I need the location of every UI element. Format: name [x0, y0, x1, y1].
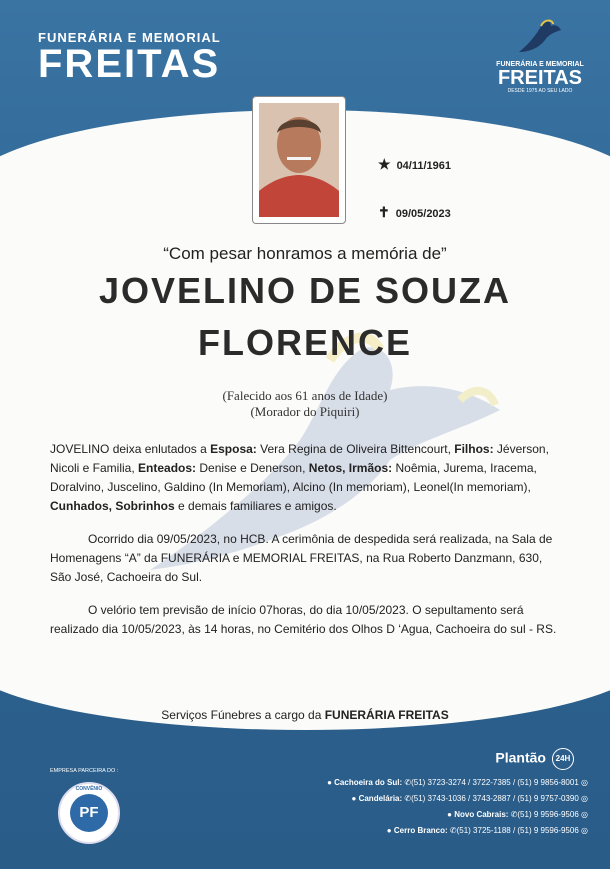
logo-right-subtitle: FUNERÁRIA E MEMORIAL	[496, 61, 584, 68]
death-date: 09/05/2023	[395, 208, 451, 220]
whatsapp-icon: ◎	[581, 826, 588, 835]
header-logo-right	[495, 18, 585, 94]
contact-row: ● Novo Cabrais: ✆(51) 9 9596-9506 ◎	[447, 810, 588, 819]
location-pin-icon: ●	[327, 778, 332, 787]
phone-icon: ✆	[510, 810, 518, 819]
header-logo-left	[38, 30, 221, 86]
portrait-image	[259, 103, 339, 217]
phone-icon: ✆	[404, 778, 412, 787]
dove-logo-icon	[515, 18, 565, 56]
logo-title: FREITAS	[38, 42, 221, 86]
death-date-row	[378, 204, 451, 221]
birth-date: 04/11/1961	[396, 160, 452, 172]
contacts-list	[268, 778, 588, 842]
plantao-label: Plantão 24H	[495, 748, 574, 770]
whatsapp-icon: ◎	[581, 778, 588, 787]
badge-top-text: CONVÊNIO	[75, 786, 103, 792]
deceased-name-line2: FLORENCE	[198, 322, 412, 363]
contact-row: ● Cerro Branco: ✆(51) 3725-1188 / (51) 9 9596-9506 ◎	[386, 826, 588, 835]
location-pin-icon: ●	[386, 826, 392, 835]
contact-row: ● Cachoeira do Sul: ✆(51) 3723-3274 / 3722-7385 / (51) 9 9856-8001 ◎	[327, 778, 588, 787]
birth-date-row	[378, 156, 451, 173]
partner-badge	[58, 782, 120, 844]
deceased-name-line1: JOVELINO DE SOUZA	[98, 270, 512, 311]
whatsapp-icon: ◎	[581, 810, 588, 819]
phone-icon: ✆	[449, 826, 457, 835]
cross-icon: ✝	[378, 204, 390, 220]
ceremony-paragraph: Ocorrido dia 09/05/2023, no HCB. A cerimônia de despedida será realizada, na Sala de Homenagens “A” da FUNERÁRIA e MEMORIAL FREITAS, na Rua Roberto Danzmann, 630, São José, Cachoeira do Sul.	[50, 532, 553, 584]
whatsapp-icon: ◎	[581, 794, 588, 803]
burial-paragraph: O velório tem previsão de início 07horas, do dia 10/05/2023. O sepultamento será realizado dia 10/05/2023, às 14 horas, no Cemitério dos Olhos D ‘Agua, Cachoeira do sul - RS.	[50, 603, 557, 636]
location-pin-icon: ●	[447, 810, 452, 819]
logo-right-tagline: DESDE 1975 AO SEU LADO	[507, 88, 573, 94]
family-paragraph: JOVELINO deixa enlutados a Esposa: Vera Regina de Oliveira Bittencourt, Filhos: Jéverson, Nicoli e Familia, Enteados: Denise e Denerson, Netos, Irmãos: Noêmia, Jurema, Iracema, Doralvino, Juscelino, Galdino (In Memoriam), Alcino (In memoriam), Leonel(In memoriam), Cunhados, Sobrinhos e demais familiares e amigos.	[50, 442, 549, 513]
obituary-body	[50, 440, 560, 653]
deceased-photo	[252, 96, 346, 224]
memorial-quote: “Com pesar honramos a memória de”	[163, 244, 447, 263]
services-company: FUNERÁRIA FREITAS	[324, 708, 449, 722]
logo-right-title: FREITAS	[497, 67, 583, 89]
services-line: Serviços Fúnebres a cargo da FUNERÁRIA FREITAS	[161, 708, 449, 722]
phone-24h-icon: 24H	[552, 748, 574, 770]
age-note: (Falecido aos 61 anos de Idade)	[222, 388, 388, 403]
logo-subtitle: FUNERÁRIA E MEMORIAL	[38, 30, 221, 45]
contact-row: ● Candelária: ✆(51) 3743-1036 / 3743-2887 / (51) 9 9757-0390 ◎	[351, 794, 588, 803]
phone-icon: ✆	[404, 794, 412, 803]
star-icon: ★	[378, 156, 391, 172]
residence-note: (Morador do Piquiri)	[250, 404, 360, 419]
badge-logo: PF	[70, 794, 108, 832]
partner-label: EMPRESA PARCEIRA DO :	[50, 768, 119, 774]
location-pin-icon: ●	[351, 794, 357, 803]
